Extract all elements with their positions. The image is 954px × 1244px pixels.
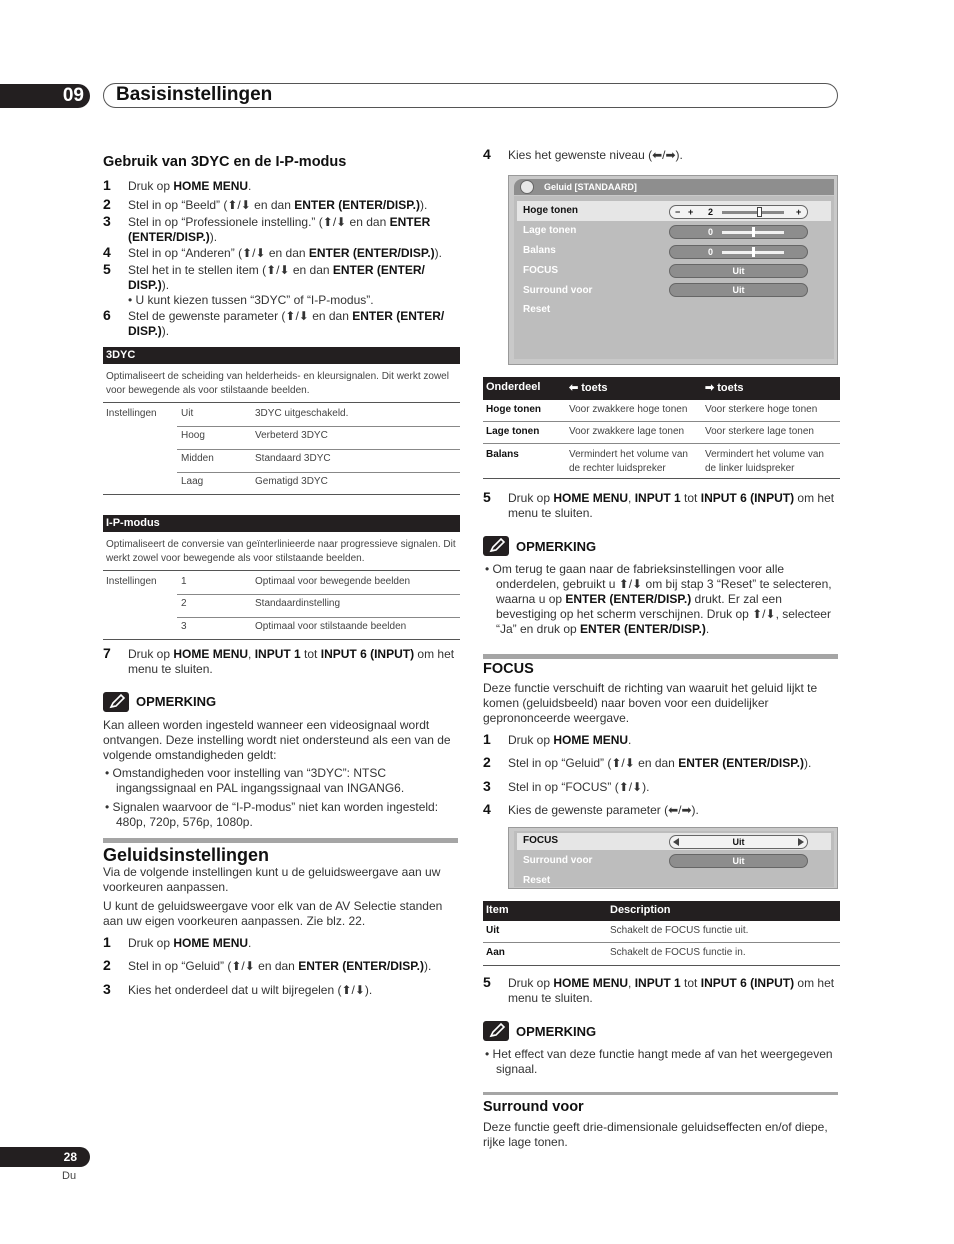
step-number: 4	[103, 244, 111, 260]
osd-item-focus[interactable]: FOCUS	[523, 265, 558, 276]
table-row-description: Gematigd 3DYC	[255, 476, 328, 487]
table-cell: Voor zwakkere lage tonen	[569, 426, 685, 437]
section-rule	[103, 838, 458, 843]
table-row-description: Standaard 3DYC	[255, 453, 331, 464]
table-header-cell: Description	[610, 904, 671, 916]
osd-focus-menu	[508, 827, 838, 889]
step-text: Druk op HOME MENU.	[128, 936, 252, 950]
step-text: Stel in op “Anderen” (⬆/⬇ en dan ENTER (ENTER/DISP.)).	[128, 246, 443, 260]
hoge-tonen-slider[interactable]	[669, 205, 808, 219]
note-pencil-icon	[483, 1021, 509, 1041]
paragraph: Deze functie verschuift de richting van waaruit het geluid lijkt te komen (geluidsbeeld) naar boven voor een duidelijker geprononceerde weergave.	[483, 681, 818, 725]
paragraph: Deze functie geeft drie-dimensionale geluidseffecten en/of diepe, rijke lage tonen.	[483, 1120, 828, 1149]
chapter-title: Basisinstellingen	[116, 84, 273, 105]
step-text: Stel in op “Beeld” (⬆/⬇ en dan ENTER (ENTER/DISP.)).	[128, 198, 428, 212]
lage-tonen-value: 0	[708, 227, 714, 237]
surround-value-pill[interactable]: Uit	[669, 283, 808, 297]
osd-sound-menu	[508, 175, 838, 365]
table-3dyc-label: Instellingen	[106, 408, 157, 419]
slider-thumb[interactable]	[752, 227, 755, 237]
speaker-icon	[520, 180, 534, 194]
step-text: Kies het gewenste niveau (⬅/➡).	[508, 148, 683, 162]
osd-item-balans[interactable]: Balans	[523, 245, 556, 256]
divider	[103, 402, 460, 403]
table-header-cell: ➡ toets	[705, 382, 744, 394]
step-number: 5	[483, 489, 491, 505]
divider	[483, 965, 840, 966]
divider	[103, 570, 460, 571]
note-bullet: • Omstandigheden voor instelling van “3DYC”: NTSC ingangssignaal en PAL ingangssignaal van INGANG6.	[105, 766, 405, 795]
arrow-left-icon[interactable]	[673, 838, 679, 846]
step-text: Druk op HOME MENU, INPUT 1 tot INPUT 6 (INPUT) om het menu te sluiten.	[508, 491, 835, 520]
balans-value: 0	[708, 247, 714, 257]
section-rule	[483, 654, 838, 659]
table-header-cell: Onderdeel	[486, 381, 541, 393]
note-bullet-text: Het effect van deze functie hangt mede af van het weergegeven signaal.	[492, 1047, 833, 1076]
section-title-geluid: Geluidsinstellingen	[103, 845, 270, 865]
table-row-option: Uit	[181, 408, 194, 419]
plus-icon: +	[796, 207, 802, 217]
step-text: Druk op HOME MENU, INPUT 1 tot INPUT 6 (INPUT) om het menu te sluiten.	[128, 647, 455, 676]
section-title-focus: FOCUS	[483, 661, 534, 677]
step-number: 4	[483, 801, 491, 817]
surround-value-pill[interactable]: Uit	[669, 854, 808, 868]
table-cell: Schakelt de FOCUS functie in.	[610, 947, 746, 958]
step-number: 3	[483, 778, 491, 794]
note-title: OPMERKING	[516, 1024, 597, 1039]
table-row-option: Hoog	[181, 430, 205, 441]
minus-icon: −	[675, 207, 681, 217]
divider	[177, 449, 460, 450]
step-text: Druk op HOME MENU, INPUT 1 tot INPUT 6 (INPUT) om het menu te sluiten.	[508, 976, 835, 1005]
table-row-description: 3DYC uitgeschakeld.	[255, 408, 349, 419]
step-text: Stel in op “FOCUS” (⬆/⬇).	[508, 780, 650, 794]
table-cell: Aan	[486, 947, 505, 958]
divider	[177, 472, 460, 473]
note-text: Kan alleen worden ingesteld wanneer een videosignaal wordt ontvangen. Deze instelling wordt niet ondersteund als een van de volgende omstandigheden geldt:	[103, 718, 451, 762]
slider-thumb[interactable]	[752, 247, 755, 257]
step-number: 7	[103, 645, 111, 661]
table-row-description: Optimaal voor bewegende beelden	[255, 576, 411, 587]
paragraph: U kunt de geluidsweergave voor elk van de AV Selectie standen aan uw eigen voorkeuren aanpassen. Zie blz. 22.	[103, 899, 443, 928]
osd-item-focus[interactable]: FOCUS	[523, 835, 558, 846]
table-ip-header: I-P-modus	[103, 515, 460, 532]
divider	[177, 617, 460, 618]
step-text: Druk op HOME MENU.	[508, 733, 632, 747]
step-number: 1	[103, 934, 111, 950]
osd-item-surround-voor[interactable]: Surround voor	[523, 285, 593, 296]
divider	[177, 426, 460, 427]
osd-item-reset[interactable]: Reset	[523, 304, 551, 315]
table-row-option: Laag	[181, 476, 204, 487]
table-row-description: Optimaal voor stilstaande beelden	[255, 621, 407, 632]
focus-value-pill[interactable]: Uit	[669, 264, 808, 278]
step-text: Stel het in te stellen item (⬆/⬇ en dan ENTER (ENTER/ DISP.)). • U kunt kiezen tussen “3DYC” of “I-P-modus”.	[128, 263, 425, 307]
slider-track	[722, 211, 784, 214]
osd-item-hoge-tonen[interactable]: Hoge tonen	[523, 205, 578, 216]
table-header-cell: Item	[486, 904, 509, 916]
lage-tonen-slider[interactable]	[669, 225, 808, 239]
note-bullet-text: Omstandigheden voor instelling van “3DYC”: NTSC ingangssignaal en PAL ingangssignaal van INGANG6.	[112, 766, 405, 795]
step-text: Druk op HOME MENU.	[128, 179, 252, 193]
table-cell: Voor sterkere hoge tonen	[705, 404, 818, 415]
focus-selector[interactable]	[669, 835, 808, 849]
osd-title-text: Geluid [STANDAARD]	[544, 182, 637, 192]
table-cell: Hoge tonen	[486, 404, 541, 415]
osd-item-reset[interactable]: Reset	[523, 875, 551, 886]
step-number: 1	[483, 731, 491, 747]
note-title: OPMERKING	[516, 539, 597, 554]
divider	[483, 443, 840, 444]
paragraph: Via de volgende instellingen kunt u de geluidsweergave aan uw voorkeuren aanpassen.	[103, 865, 441, 894]
divider	[177, 594, 460, 595]
section-title-surround: Surround voor	[483, 1099, 584, 1115]
table-cell: Balans	[486, 449, 519, 460]
table-row-option: 3	[181, 621, 187, 632]
table-row-description: Standaardinstelling	[255, 598, 341, 609]
divider	[483, 478, 840, 479]
step-text: Kies het onderdeel dat u wilt bijregelen (⬆/⬇).	[128, 983, 373, 997]
step-text: Stel in op “Professionele instelling.” (⬆/⬇ en dan ENTER (ENTER/DISP.)).	[128, 215, 431, 244]
divider	[103, 494, 460, 495]
note-title: OPMERKING	[136, 694, 217, 709]
page-language: Du	[62, 1170, 77, 1182]
hoge-tonen-value: 2	[708, 207, 714, 217]
step-number: 3	[103, 981, 111, 997]
divider	[483, 421, 840, 422]
focus-selector-value: Uit	[732, 837, 745, 847]
step-text: Stel de gewenste parameter (⬆/⬇ en dan ENTER (ENTER/ DISP.)).	[128, 309, 445, 338]
page-number: 28	[0, 1147, 90, 1167]
note-bullet-text: Om terug te gaan naar de fabrieksinstellingen voor alle onderdelen, gebruikt u ⬆/⬇ om bij stap 3 “Reset” te selecteren, waarna u op ENTER (ENTER/DISP.) drukt. Er zal een bevestiging op het scherm verschijnen. Druk op ⬆/⬇, selecteer “Ja” en druk op ENTER (ENTER/DISP.).	[492, 562, 832, 636]
table-row-option: 2	[181, 598, 187, 609]
table-row-option: Midden	[181, 453, 214, 464]
note-pencil-icon	[103, 692, 129, 712]
note-bullet: • Signalen waarvoor de “I-P-modus” niet kan worden ingesteld: 480p, 720p, 576p, 1080p.	[105, 800, 439, 829]
step-number: 4	[483, 146, 491, 162]
table-3dyc-description: Optimaliseert de scheiding van helderheids- en kleursignalen. Dit werkt zowel voor bewegende als voor stilstaande beelden.	[106, 371, 449, 396]
step-number: 6	[103, 307, 111, 323]
note-bullet-text: Signalen waarvoor de “I-P-modus” niet kan worden ingesteld: 480p, 720p, 576p, 1080p.	[112, 800, 439, 829]
table-row-option: 1	[181, 576, 187, 587]
divider	[483, 942, 840, 943]
table-ip-description: Optimaliseert de conversie van geïnterlinieerde naar progressieve signalen. Dit werkt zowel voor bewegende als voor stilstaande beelden.	[106, 539, 456, 564]
section-rule	[483, 1092, 838, 1095]
slider-thumb[interactable]	[757, 207, 762, 217]
step-number: 5	[483, 974, 491, 990]
table-cell: Lage tonen	[486, 426, 540, 437]
table-cell: Uit	[486, 925, 500, 936]
note-bullet: • Het effect van deze functie hangt mede af van het weergegeven signaal.	[485, 1047, 833, 1076]
table-cell: Voor sterkere lage tonen	[705, 426, 814, 437]
table-row-description: Verbeterd 3DYC	[255, 430, 328, 441]
step-number: 2	[483, 754, 491, 770]
table-header-cell: ⬅ toets	[569, 382, 608, 394]
osd-title	[514, 179, 834, 195]
step-number: 5	[103, 261, 111, 277]
plus-icon: +	[688, 207, 694, 217]
table-ip-label: Instellingen	[106, 576, 157, 587]
divider	[103, 639, 460, 640]
arrow-right-icon[interactable]	[798, 838, 804, 846]
chapter-number: 09	[0, 84, 90, 108]
table-cell: Schakelt de FOCUS functie uit.	[610, 925, 749, 936]
balans-slider[interactable]	[669, 245, 808, 259]
step-number: 1	[103, 177, 111, 193]
step-number: 2	[103, 957, 111, 973]
step-text: Kies de gewenste parameter (⬅/➡).	[508, 803, 699, 817]
step-text: Stel in op “Geluid” (⬆/⬇ en dan ENTER (ENTER/DISP.)).	[128, 959, 432, 973]
table-cell: Vermindert het volume van de rechter luidspreker	[569, 449, 688, 474]
section-title-3dyc: Gebruik van 3DYC en de I-P-modus	[103, 154, 347, 170]
table-3dyc-header: 3DYC	[103, 347, 460, 364]
step-number: 3	[103, 213, 111, 229]
table-cell: Voor zwakkere hoge tonen	[569, 404, 688, 415]
note-pencil-icon	[483, 536, 509, 556]
table-cell: Vermindert het volume van de linker luidspreker	[705, 449, 824, 474]
osd-item-surround-voor[interactable]: Surround voor	[523, 855, 593, 866]
step-text: Stel in op “Geluid” (⬆/⬇ en dan ENTER (ENTER/DISP.)).	[508, 756, 812, 770]
step-number: 2	[103, 196, 111, 212]
note-bullet: • Om terug te gaan naar de fabrieksinstellingen voor alle onderdelen, gebruikt u ⬆/⬇ om bij stap 3 “Reset” te selecteren, waarna u op ENTER (ENTER/DISP.) drukt. Er zal een bevestiging op het scherm verschijnen. Druk op ⬆/⬇, selecteer “Ja” en druk op ENTER (ENTER/DISP.).	[485, 562, 832, 636]
osd-item-lage-tonen[interactable]: Lage tonen	[523, 225, 577, 236]
